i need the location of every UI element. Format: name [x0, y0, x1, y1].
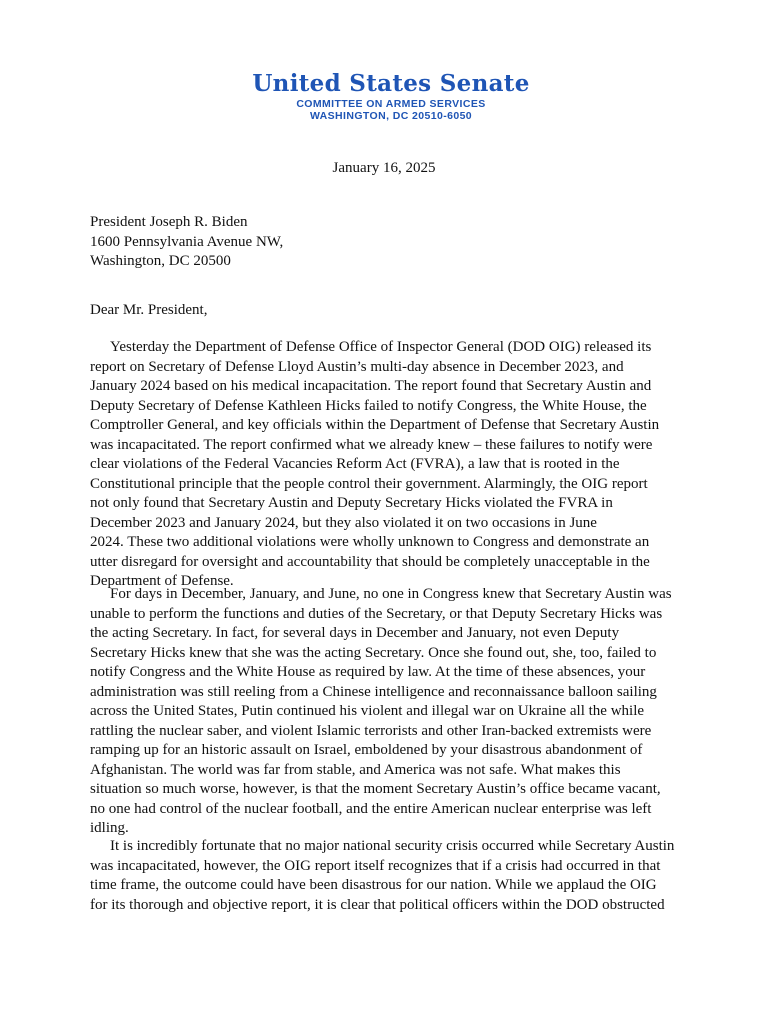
letterhead-location: WASHINGTON, DC 20510-6050: [309, 110, 473, 122]
paragraph-line: idling.: [90, 820, 129, 836]
paragraph-line: Constitutional principle that the people control their government. Alarmingly, the OIG report: [90, 475, 648, 492]
paragraph-line: situation so much worse, however, is that the moment Secretary Austin’s office became vacant,: [90, 781, 661, 797]
paragraph-2: [90, 585, 694, 839]
paragraph-line: ramping up for an historic assault on Israel, emboldened by your disastrous abandonment of: [90, 742, 643, 758]
paragraph-line: clear violations of the Federal Vacancies Reform Act (FVRA), a law that is rooted in the: [90, 456, 620, 472]
paragraph-line: For days in December, January, and June, no one in Congress knew that Secretary Austin was: [110, 586, 672, 602]
paragraph-line: January 2024 based on his medical incapacitation. The report found that Secretary Austin and: [90, 378, 652, 394]
paragraph-1: [90, 338, 694, 592]
recipient-city: Washington, DC 20500: [90, 253, 231, 269]
paragraph-line: rattling the nuclear saber, and violent Islamic terrorists and other Iran-backed extremists were: [90, 722, 652, 739]
recipient-address: [90, 213, 283, 272]
paragraph-line: was incapacitated, however, the OIG report itself recognizes that if a crisis had occurred in that: [90, 857, 661, 874]
paragraph-line: December 2023 and January 2024, but they also violated it on two occasions in June: [90, 514, 597, 531]
paragraph-line: across the United States, Putin continued his violent and illegal war on Ukraine all the while: [90, 703, 645, 719]
paragraph-line: utter disregard for oversight and accountability that should be completely unacceptable in the: [90, 553, 650, 570]
letter-date: January 16, 2025: [332, 160, 436, 176]
salutation: Dear Mr. President,: [90, 302, 208, 318]
paragraph-line: unable to perform the functions and duties of the Secretary, or that Deputy Secretary Hicks was: [90, 605, 663, 622]
recipient-street: 1600 Pennsylvania Avenue NW,: [90, 233, 284, 250]
paragraph-line: Comptroller General, and key officials within the Department of Defense that Secretary Austin: [90, 417, 660, 433]
paragraph-line: Deputy Secretary of Defense Kathleen Hicks failed to notify Congress, the White House, the: [90, 397, 647, 414]
paragraph-line: no one had control of the nuclear football, and the entire American nuclear enterprise was left: [90, 800, 652, 817]
letterhead-committee: COMMITTEE ON ARMED SERVICES: [296, 98, 486, 110]
paragraph-line: It is incredibly fortunate that no major national security crisis occurred while Secretary Austin: [110, 838, 675, 854]
paragraph-line: not only found that Secretary Austin and Deputy Secretary Hicks violated the FVRA in: [90, 495, 613, 511]
letterhead: [0, 70, 768, 122]
paragraph-line: Yesterday the Department of Defense Office of Inspector General (DOD OIG) released its: [110, 339, 652, 355]
paragraph-line: notify Congress and the White House as required by law. At the time of these absences, your: [90, 664, 646, 680]
paragraph-line: report on Secretary of Defense Lloyd Austin’s multi-day absence in December 2023, and: [90, 358, 624, 375]
paragraph-line: Secretary Hicks knew that she was the acting Secretary. Once she found out, she, too, failed to: [90, 644, 657, 661]
paragraph-line: Department of Defense.: [90, 573, 234, 589]
paragraph-line: for its thorough and objective report, it is clear that political officers within the DOD obstructed: [90, 896, 665, 913]
paragraph-line: administration was still reeling from a Chinese intelligence and reconnaissance balloon sailing: [90, 683, 657, 700]
paragraph-3: [90, 837, 694, 915]
paragraph-line: time frame, the outcome could have been disastrous for our nation. While we applaud the OIG: [90, 877, 657, 893]
letterhead-title: United States Senate: [252, 70, 530, 97]
recipient-name: President Joseph R. Biden: [90, 214, 248, 230]
paragraph-line: Afghanistan. The world was far from stable, and America was not safe. What makes this: [90, 761, 621, 778]
paragraph-line: was incapacitated. The report confirmed what we already knew – these failures to notify were: [90, 436, 653, 453]
paragraph-line: 2024. These two additional violations were wholly unknown to Congress and demonstrate an: [90, 534, 650, 550]
paragraph-line: the acting Secretary. In fact, for several days in December and January, not even Deputy: [90, 625, 620, 641]
